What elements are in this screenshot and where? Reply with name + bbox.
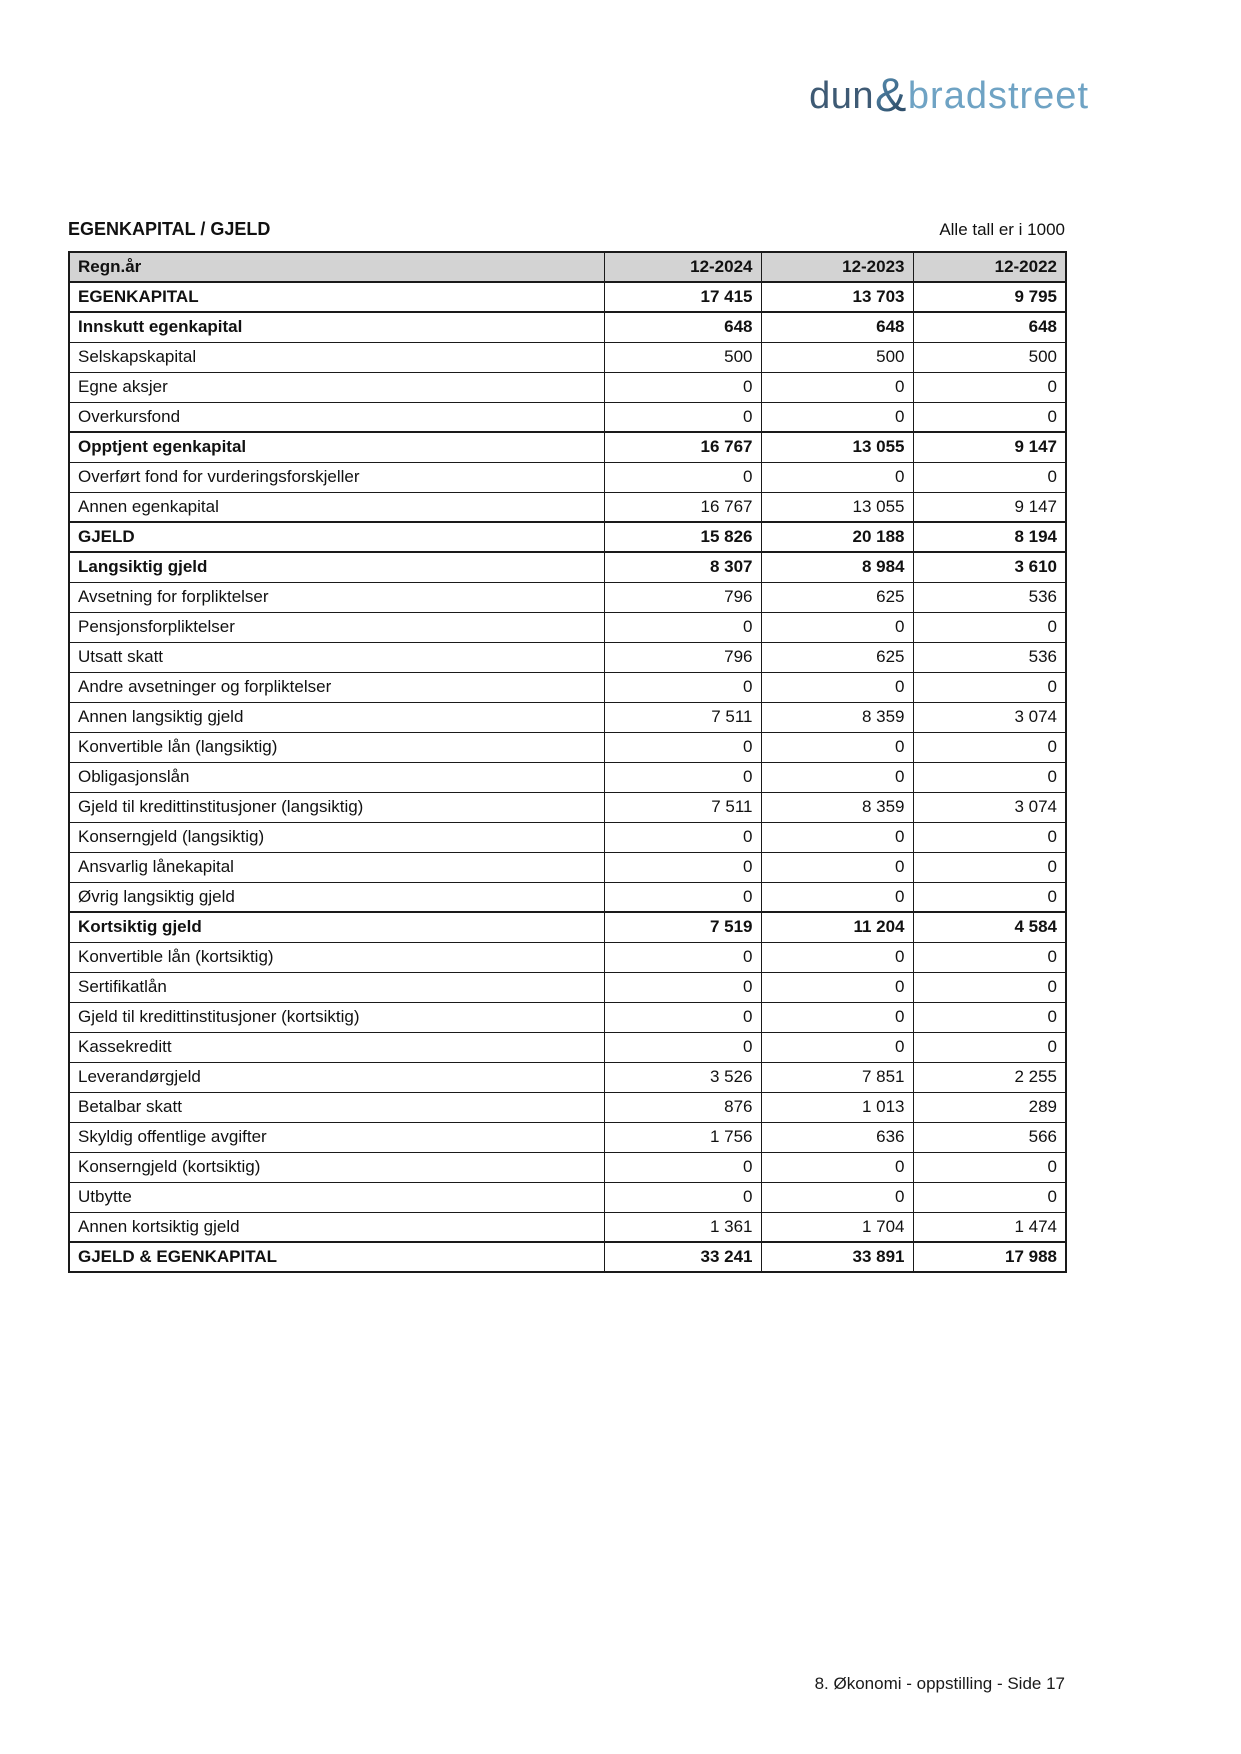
cell-value: 0	[604, 882, 761, 912]
cell-value: 0	[604, 1152, 761, 1182]
table-row	[69, 402, 1066, 432]
cell-value: 876	[604, 1092, 761, 1122]
row-label: Konvertible lån (langsiktig)	[69, 732, 604, 762]
table-row	[69, 642, 1066, 672]
cell-value: 1 474	[913, 1212, 1066, 1242]
table-row	[69, 702, 1066, 732]
table-row	[69, 432, 1066, 462]
cell-value: 0	[913, 1182, 1066, 1212]
cell-value: 0	[913, 612, 1066, 642]
table-row	[69, 1032, 1066, 1062]
cell-value: 0	[913, 402, 1066, 432]
cell-value: 0	[604, 672, 761, 702]
row-label: EGENKAPITAL	[69, 282, 604, 312]
cell-value: 0	[913, 822, 1066, 852]
row-label: Pensjonsforpliktelser	[69, 612, 604, 642]
cell-value: 0	[604, 732, 761, 762]
cell-value: 7 511	[604, 702, 761, 732]
row-label: Øvrig langsiktig gjeld	[69, 882, 604, 912]
cell-value: 15 826	[604, 522, 761, 552]
cell-value: 9 795	[913, 282, 1066, 312]
cell-value: 3 610	[913, 552, 1066, 582]
cell-value: 648	[913, 312, 1066, 342]
row-label: Avsetning for forpliktelser	[69, 582, 604, 612]
row-label: Opptjent egenkapital	[69, 432, 604, 462]
cell-value: 16 767	[604, 432, 761, 462]
table-row	[69, 1122, 1066, 1152]
table-row	[69, 732, 1066, 762]
cell-value: 0	[604, 1032, 761, 1062]
column-header: 12-2022	[913, 252, 1066, 282]
table-row	[69, 522, 1066, 552]
cell-value: 9 147	[913, 492, 1066, 522]
cell-value: 636	[761, 1122, 913, 1152]
cell-value: 0	[604, 762, 761, 792]
cell-value: 8 359	[761, 702, 913, 732]
cell-value: 3 074	[913, 792, 1066, 822]
cell-value: 0	[761, 1152, 913, 1182]
cell-value: 625	[761, 642, 913, 672]
row-label: Overkursfond	[69, 402, 604, 432]
table-row	[69, 792, 1066, 822]
row-label: Gjeld til kredittinstitusjoner (kortsiktig)	[69, 1002, 604, 1032]
cell-value: 0	[761, 672, 913, 702]
cell-value: 0	[913, 942, 1066, 972]
row-label: Annen langsiktig gjeld	[69, 702, 604, 732]
table-row	[69, 852, 1066, 882]
cell-value: 7 519	[604, 912, 761, 942]
units-note: Alle tall er i 1000	[939, 220, 1065, 239]
cell-value: 0	[761, 612, 913, 642]
table-row	[69, 1152, 1066, 1182]
cell-value: 8 194	[913, 522, 1066, 552]
cell-value: 0	[604, 402, 761, 432]
row-label: Gjeld til kredittinstitusjoner (langsiktig)	[69, 792, 604, 822]
cell-value: 4 584	[913, 912, 1066, 942]
balance-table-wrap	[68, 251, 1065, 1273]
row-label: Overført fond for vurderingsforskjeller	[69, 462, 604, 492]
logo-word-dun: dun	[809, 75, 875, 117]
cell-value: 0	[913, 852, 1066, 882]
cell-value: 11 204	[761, 912, 913, 942]
row-label: Konvertible lån (kortsiktig)	[69, 942, 604, 972]
row-label: Selskapskapital	[69, 342, 604, 372]
cell-value: 1 361	[604, 1212, 761, 1242]
table-row	[69, 1182, 1066, 1212]
cell-value: 500	[604, 342, 761, 372]
cell-value: 0	[913, 882, 1066, 912]
cell-value: 0	[761, 1002, 913, 1032]
page-footer: 8. Økonomi - oppstilling - Side 17	[814, 1674, 1065, 1693]
cell-value: 0	[604, 1182, 761, 1212]
cell-value: 0	[761, 882, 913, 912]
cell-value: 648	[604, 312, 761, 342]
row-label: Skyldig offentlige avgifter	[69, 1122, 604, 1152]
balance-table	[68, 251, 1067, 1273]
cell-value: 0	[913, 1002, 1066, 1032]
column-header: Regn.år	[69, 252, 604, 282]
cell-value: 0	[913, 972, 1066, 1002]
cell-value: 13 703	[761, 282, 913, 312]
table-row	[69, 1242, 1066, 1272]
cell-value: 0	[761, 1032, 913, 1062]
cell-value: 8 359	[761, 792, 913, 822]
cell-value: 2 255	[913, 1062, 1066, 1092]
table-row	[69, 312, 1066, 342]
cell-value: 0	[913, 372, 1066, 402]
table-row	[69, 882, 1066, 912]
cell-value: 0	[913, 732, 1066, 762]
cell-value: 796	[604, 642, 761, 672]
table-row	[69, 912, 1066, 942]
cell-value: 0	[913, 1032, 1066, 1062]
cell-value: 0	[761, 372, 913, 402]
table-row	[69, 342, 1066, 372]
cell-value: 0	[761, 462, 913, 492]
cell-value: 8 307	[604, 552, 761, 582]
cell-value: 0	[761, 822, 913, 852]
cell-value: 0	[761, 1182, 913, 1212]
cell-value: 0	[913, 762, 1066, 792]
row-label: Andre avsetninger og forpliktelser	[69, 672, 604, 702]
table-header-row	[69, 252, 1066, 282]
cell-value: 500	[913, 342, 1066, 372]
row-label: Langsiktig gjeld	[69, 552, 604, 582]
cell-value: 0	[913, 1152, 1066, 1182]
cell-value: 33 891	[761, 1242, 913, 1272]
cell-value: 13 055	[761, 432, 913, 462]
cell-value: 9 147	[913, 432, 1066, 462]
cell-value: 0	[761, 852, 913, 882]
cell-value: 33 241	[604, 1242, 761, 1272]
table-row	[69, 462, 1066, 492]
table-row	[69, 372, 1066, 402]
cell-value: 20 188	[761, 522, 913, 552]
row-label: Konserngjeld (kortsiktig)	[69, 1152, 604, 1182]
row-label: Sertifikatlån	[69, 972, 604, 1002]
row-label: Utbytte	[69, 1182, 604, 1212]
cell-value: 0	[761, 732, 913, 762]
row-label: Konserngjeld (langsiktig)	[69, 822, 604, 852]
row-label: Innskutt egenkapital	[69, 312, 604, 342]
cell-value: 0	[604, 822, 761, 852]
row-label: Utsatt skatt	[69, 642, 604, 672]
cell-value: 289	[913, 1092, 1066, 1122]
column-header: 12-2023	[761, 252, 913, 282]
table-header-line	[68, 219, 1065, 240]
row-label: Kortsiktig gjeld	[69, 912, 604, 942]
row-label: Obligasjonslån	[69, 762, 604, 792]
table-row	[69, 582, 1066, 612]
cell-value: 0	[761, 402, 913, 432]
cell-value: 0	[761, 972, 913, 1002]
row-label: Ansvarlig lånekapital	[69, 852, 604, 882]
table-row	[69, 552, 1066, 582]
row-label: Annen egenkapital	[69, 492, 604, 522]
table-row	[69, 612, 1066, 642]
column-header: 12-2024	[604, 252, 761, 282]
cell-value: 8 984	[761, 552, 913, 582]
row-label: Betalbar skatt	[69, 1092, 604, 1122]
cell-value: 0	[604, 852, 761, 882]
table-row	[69, 972, 1066, 1002]
cell-value: 0	[604, 372, 761, 402]
cell-value: 0	[761, 762, 913, 792]
cell-value: 0	[604, 462, 761, 492]
logo-word-bradstreet: bradstreet	[907, 75, 1089, 117]
row-label: Egne aksjer	[69, 372, 604, 402]
table-row	[69, 1092, 1066, 1122]
cell-value: 1 013	[761, 1092, 913, 1122]
cell-value: 17 415	[604, 282, 761, 312]
cell-value: 1 704	[761, 1212, 913, 1242]
table-row	[69, 1062, 1066, 1092]
cell-value: 0	[913, 672, 1066, 702]
cell-value: 0	[761, 942, 913, 972]
table-row	[69, 1002, 1066, 1032]
page-title: EGENKAPITAL / GJELD	[68, 219, 271, 239]
cell-value: 500	[761, 342, 913, 372]
cell-value: 536	[913, 642, 1066, 672]
row-label: GJELD & EGENKAPITAL	[69, 1242, 604, 1272]
table-row	[69, 1212, 1066, 1242]
row-label: Annen kortsiktig gjeld	[69, 1212, 604, 1242]
logo-ampersand-icon: &	[875, 68, 907, 121]
cell-value: 0	[604, 612, 761, 642]
cell-value: 13 055	[761, 492, 913, 522]
table-row	[69, 672, 1066, 702]
cell-value: 0	[604, 942, 761, 972]
cell-value: 3 526	[604, 1062, 761, 1092]
cell-value: 625	[761, 582, 913, 612]
cell-value: 16 767	[604, 492, 761, 522]
table-row	[69, 762, 1066, 792]
cell-value: 648	[761, 312, 913, 342]
cell-value: 566	[913, 1122, 1066, 1152]
table-row	[69, 492, 1066, 522]
table-row	[69, 942, 1066, 972]
cell-value: 796	[604, 582, 761, 612]
table-row	[69, 282, 1066, 312]
row-label: Leverandørgjeld	[69, 1062, 604, 1092]
dun-bradstreet-logo	[809, 68, 1089, 121]
row-label: Kassekreditt	[69, 1032, 604, 1062]
cell-value: 0	[604, 1002, 761, 1032]
cell-value: 536	[913, 582, 1066, 612]
cell-value: 17 988	[913, 1242, 1066, 1272]
cell-value: 7 851	[761, 1062, 913, 1092]
row-label: GJELD	[69, 522, 604, 552]
cell-value: 0	[604, 972, 761, 1002]
cell-value: 7 511	[604, 792, 761, 822]
table-row	[69, 822, 1066, 852]
cell-value: 0	[913, 462, 1066, 492]
cell-value: 3 074	[913, 702, 1066, 732]
cell-value: 1 756	[604, 1122, 761, 1152]
